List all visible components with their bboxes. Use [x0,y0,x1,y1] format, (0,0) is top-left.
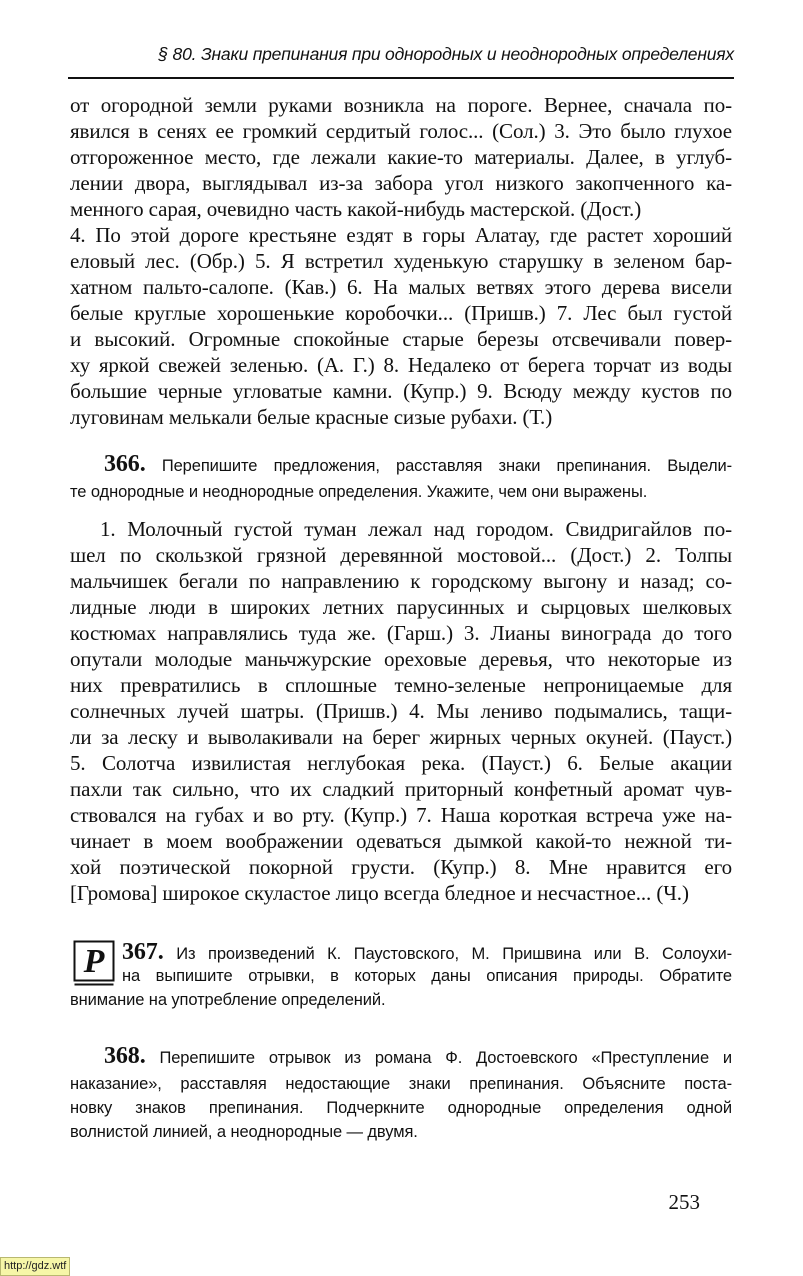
exercise-368-task [104,1044,732,1068]
exercise-text-line: 1. Молочный густой туман лежал над городом. Свидригайлов по- [100,517,732,541]
passage-line: еловый лес. (Обр.) 5. Я встретил худенькую старушку в зеленом бар- [70,249,732,273]
passage-continuation [70,92,732,430]
exercise-task-line: внимание на употребление определений. [70,991,386,1009]
passage-line: явился в сенях ее громкий сердитый голос... (Сол.) 3. Это было глухое [70,119,732,143]
exercise-366-task [104,452,732,476]
exercise-367-task [122,940,732,988]
passage-line: и высокий. Огромные спокойные старые березы отсвечивали повер- [70,327,732,351]
exercise-text-line: чинает в моем воображении одеваться дымкой какой-то нежной ти- [70,829,732,853]
exercise-text-line: них превратились в сплошные темно-зеленые непроницаемые для [70,673,732,697]
passage-line: ху яркой свежей зеленью. (А. Г.) 8. Недалеко от берега торчат из воды [70,353,732,377]
site-label-link[interactable]: http://gdz.wtf [0,1257,70,1276]
exercise-task-line: 367. Из произведений К. Паустовского, М. Пришвина или В. Солоухи- [122,939,733,965]
exercise-text-line: шел по скользкой грязной деревянной мостовой... (Дост.) 2. Толпы [70,543,732,567]
exercise-task-line: наказание», расставляя недостающие знаки препинания. Объясните поста- [70,1075,732,1093]
letter-r-box-icon [73,940,115,988]
exercise-368-task-cont [70,1072,732,1144]
exercise-text-line: [Громова] широкое скуластое лицо всегда бледное и несчастное... (Ч.) [70,881,689,905]
exercise-text-line: пахли так сильно, что их сладкий приторный конфетный аромат чув- [70,777,732,801]
passage-line: отгороженное место, где лежали какие-то материалы. Далее, в углуб- [70,145,732,169]
exercise-task-line: новку знаков препинания. Подчеркните однородные определения одной [70,1099,732,1117]
exercise-task-line: 368. Перепишите отрывок из романа Ф. Достоевского «Преступление и [104,1043,733,1069]
exercise-text-line: лидные люди в широких летних парусинных и сырцовых шелковых [70,595,732,619]
exercise-task-line: волнистой линией, а неоднородные — двумя. [70,1123,418,1141]
passage-line: белые круглые хорошенькие коробочки... (Пришв.) 7. Лес был густой [70,301,732,325]
exercise-task-line: на выпишите отрывки, в которых даны описания природы. Обратите [122,967,732,985]
header-rule [68,77,734,79]
exercise-task-line: те однородные и неоднородные определения. Укажите, чем они выражены. [70,483,648,501]
page-number: 253 [668,1190,700,1214]
exercise-text-line: хой поэтической покорной грусти. (Купр.) 8. Мне нравится его [70,855,732,879]
exercise-367-task-cont [70,988,732,1012]
passage-line: большие черные угловатые камни. (Купр.) 9. Всюду между кустов по [70,379,732,403]
exercise-number: 366. [104,451,146,477]
passage-line: луговинам мелькали белые красные сизые рубахи. (Т.) [70,405,553,429]
icon-letter: Р [83,943,105,980]
exercise-number: 367. [122,939,164,965]
exercise-text-line: 5. Солотча извилистая неглубокая река. (Пауст.) 6. Белые акации [70,751,732,775]
exercise-366-task-cont [70,480,732,504]
exercise-text-line: ли за леску и выволакивали на берег жирных черных окуней. (Пауст.) [70,725,732,749]
exercise-text-line: костюмах направлялись туда же. (Гарш.) 3. Лианы винограда до того [70,621,732,645]
passage-line: лении двора, выглядывал из-за забора угол низкого закопченного ка- [70,171,732,195]
passage-line: 4. По этой дороге крестьяне ездят в горы Алатау, где растет хороший [70,223,732,247]
exercise-text-line: мальчишек бегали по направлению к городскому выгону и назад; со- [70,569,732,593]
running-header: § 80. Знаки препинания при однородных и неоднородных определениях [158,44,734,64]
exercise-number: 368. [104,1043,146,1069]
exercise-text-line: опутали молодые маньчжурские ореховые деревья, что некоторые из [70,647,732,671]
exercise-task-line: 366. Перепишите предложения, расставляя знаки препинания. Выдели- [104,451,732,477]
passage-line: хатном пальто-салопе. (Кав.) 6. На малых ветвях этого дерева висели [70,275,732,299]
passage-line: от огородной земли руками возникла на пороге. Вернее, сначала по- [70,93,732,117]
exercise-text-line: солнечных лучей шатры. (Пришв.) 4. Мы лениво подымались, тащи- [70,699,732,723]
passage-line: менного сарая, очевидно часть какой-нибудь мастерской. (Дост.) [70,197,642,221]
exercise-366-text [70,516,732,906]
exercise-text-line: ствовался на губах и во рту. (Купр.) 7. Наша короткая встреча уже на- [70,803,732,827]
